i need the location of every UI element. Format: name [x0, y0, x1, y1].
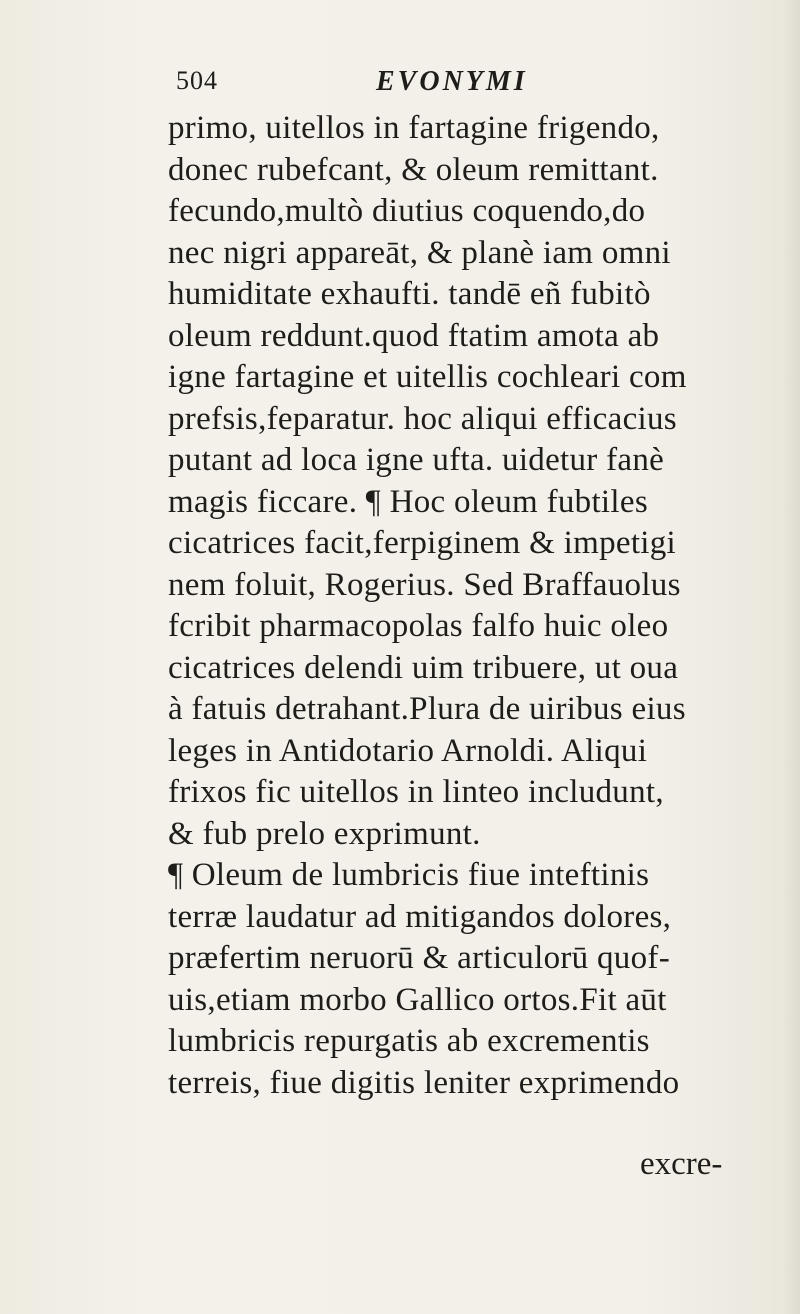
running-head: [176, 66, 646, 102]
running-title: EVONYMI: [376, 66, 528, 97]
text-line: nem foluit, Rogerius. Sed Braffauolus: [168, 566, 681, 603]
text-line: nec nigri appareāt, & planè iam omni: [168, 234, 671, 271]
text-line: lumbricis repurgatis ab excrementis: [168, 1023, 650, 1059]
text-line: leges in Antidotario Arnoldi. Aliqui: [168, 732, 648, 769]
text-line: fecundo,multò diutius coquendo,do: [168, 193, 646, 229]
text-line: frixos fic uitellos in linteo includunt,: [168, 774, 664, 810]
text-line: à fatuis detrahant.Plura de uiribus eius: [168, 691, 686, 727]
text-line: fcribit pharmacopolas falfo huic oleo: [168, 608, 669, 644]
text-line: putant ad loca igne ufta. uidetur fanè: [168, 442, 665, 478]
text-line: ¶ Oleum de lumbricis fiue inteftinis: [168, 857, 650, 893]
text-line: magis ficcare. ¶ Hoc oleum fubtiles: [168, 483, 648, 520]
body-text: [168, 108, 790, 1104]
text-line: donec rubefcant, & oleum remittant.: [168, 151, 659, 188]
text-line: oleum reddunt.quod ftatim amota ab: [168, 317, 660, 354]
text-line: igne fartagine et uitellis cochleari com: [168, 359, 687, 395]
text-line: primo, uitellos in fartagine frigendo,: [168, 110, 660, 146]
text-line: uis,etiam morbo Gallico ortos.Fit aūt: [168, 981, 667, 1018]
text-line: prefsis,feparatur. hoc aliqui efficacius: [168, 400, 677, 437]
page-number: 504: [176, 66, 218, 95]
text-line: terræ laudatur ad mitigandos dolores,: [168, 898, 672, 935]
text-line: humiditate exhaufti. tandē eñ fubitò: [168, 276, 651, 312]
text-line: præfertim neruorū & articulorū quof-: [168, 940, 670, 976]
text-line: cicatrices delendi uim tribuere, ut oua: [168, 649, 679, 686]
catchword: excre-: [640, 1146, 723, 1182]
text-line: & fub prelo exprimunt.: [168, 815, 481, 852]
text-line: cicatrices facit,ferpiginem & impetigi: [168, 525, 677, 561]
text-line: terreis, fiue digitis leniter exprimendo: [168, 1064, 680, 1101]
